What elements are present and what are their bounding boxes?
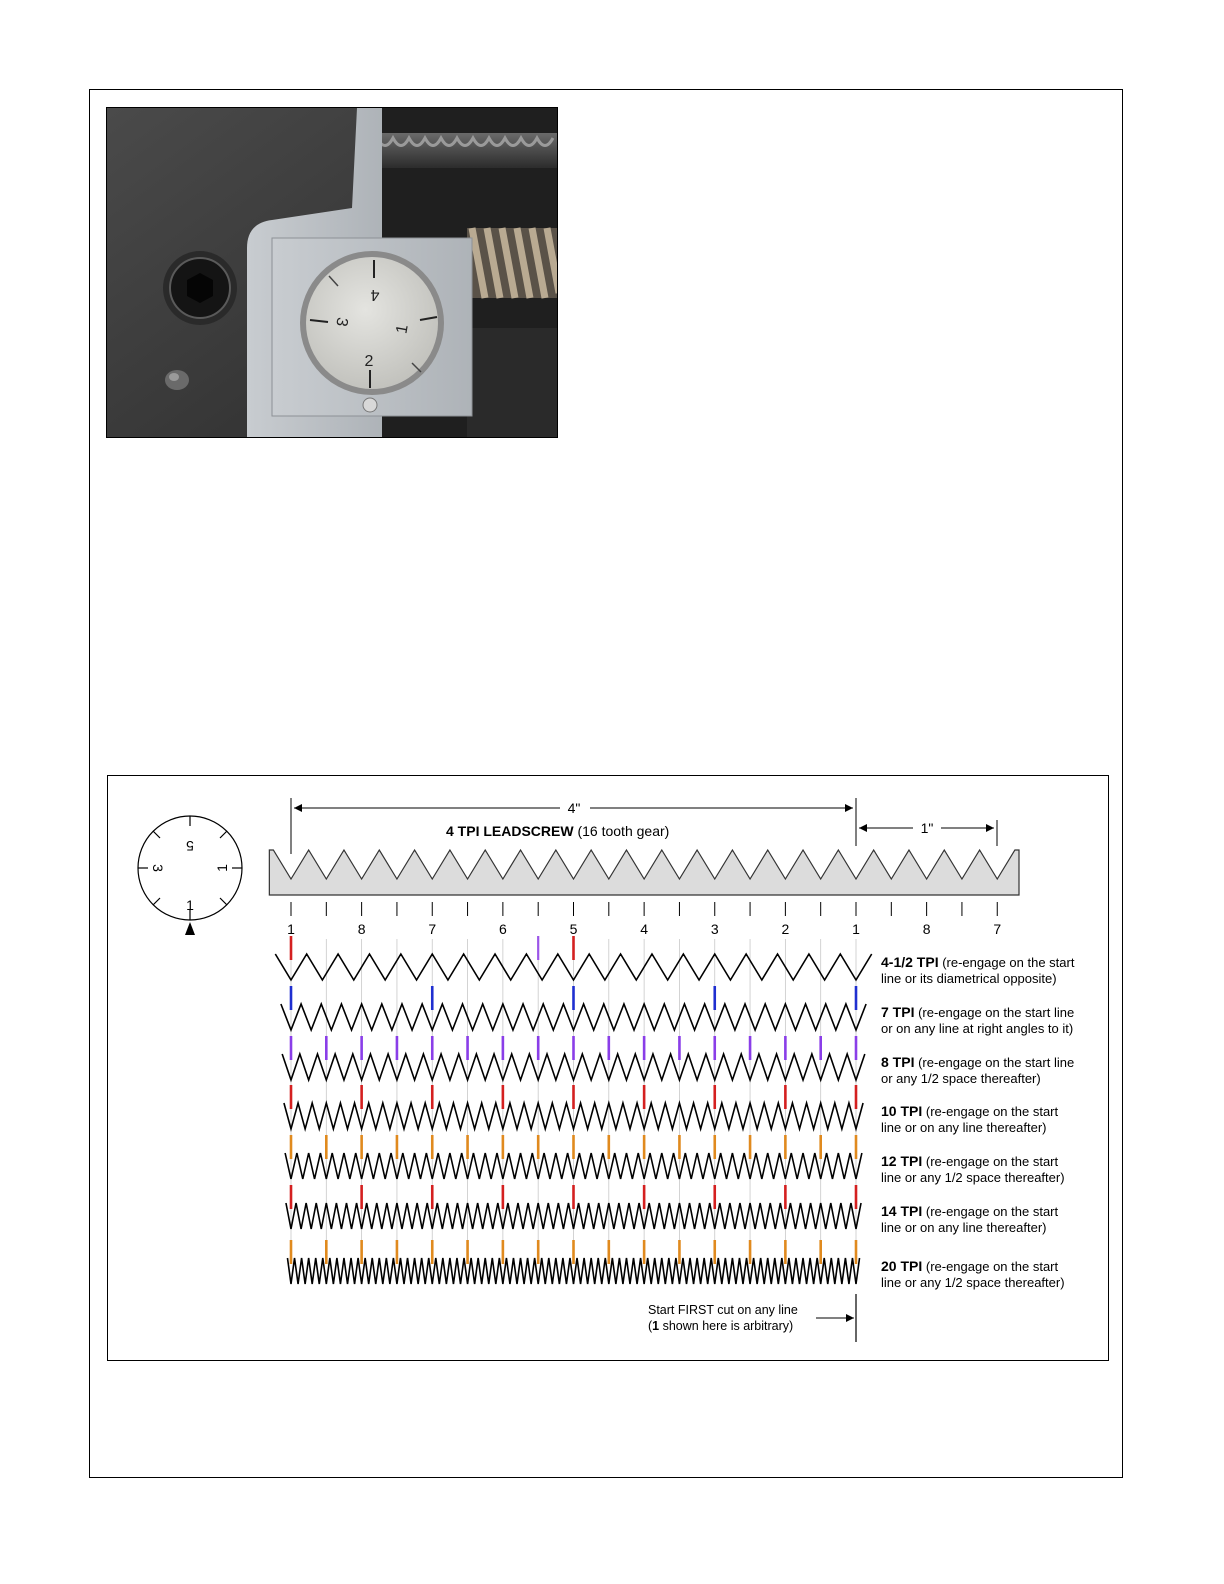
dial-position-label: 8 <box>922 921 931 937</box>
tpi-label-rest: (re-engage on the start <box>938 955 1075 970</box>
dial-position-label: 4 <box>640 921 649 937</box>
dimension-4in-label: 4" <box>567 800 581 816</box>
tpi-label-bold: 4-1/2 TPI <box>881 954 939 970</box>
note-line-2-open: ( <box>648 1319 653 1333</box>
note-line-2-rest: shown here is arbitrary) <box>659 1319 794 1333</box>
tpi-label-line2: or any 1/2 space thereafter) <box>881 1071 1041 1086</box>
tpi-label-bold: 12 TPI <box>881 1153 923 1169</box>
thread-dial-chart-graphic <box>108 776 1108 1360</box>
dial-position-label: 1 <box>287 921 295 937</box>
dial-position-label: 5 <box>569 921 578 937</box>
tpi-label <box>881 954 1075 970</box>
tpi-row <box>284 1085 1059 1135</box>
thread-dial-photo <box>106 107 558 438</box>
tpi-label-rest: (re-engage on the start <box>922 1204 1059 1219</box>
tpi-label-rest: (re-engage on the start <box>922 1154 1059 1169</box>
tpi-label <box>881 1103 1058 1119</box>
photo-dial-number: 1 <box>393 323 412 336</box>
tpi-label-bold: 20 TPI <box>881 1258 923 1274</box>
thread-dial-photo-graphic <box>107 108 558 438</box>
tpi-label-bold: 14 TPI <box>881 1203 923 1219</box>
dimension-1in-label: 1" <box>920 820 934 836</box>
tpi-label-line2: line or any 1/2 space thereafter) <box>881 1275 1065 1290</box>
tpi-label <box>881 1203 1058 1219</box>
note-line-2 <box>648 1319 793 1333</box>
dimension-1in <box>859 820 997 846</box>
photo-dial-number: 4 <box>370 286 380 303</box>
dial-position-label: 3 <box>710 921 719 937</box>
tpi-row <box>285 1135 1064 1185</box>
tpi-label-bold: 10 TPI <box>881 1103 923 1119</box>
dial-position-label: 1 <box>852 921 860 937</box>
dial-position-label: 8 <box>357 921 366 937</box>
photo-dial-number: 2 <box>364 353 374 370</box>
small-dial-number: 5 <box>186 838 194 854</box>
tpi-label <box>881 1153 1058 1169</box>
leadscrew-title <box>446 823 669 839</box>
tpi-label-line2: line or on any line thereafter) <box>881 1120 1047 1135</box>
thread-dial-chart <box>107 775 1109 1361</box>
tpi-row <box>287 1240 1064 1290</box>
tpi-label-rest: (re-engage on the start <box>922 1259 1059 1274</box>
tpi-row <box>281 986 1074 1036</box>
dial-position-labels <box>287 921 1001 937</box>
leadscrew-rack <box>269 850 1019 895</box>
tpi-label-rest: (re-engage on the start <box>922 1104 1059 1119</box>
leadscrew-title-rest: (16 tooth gear) <box>573 823 670 839</box>
photo-dial-number: 3 <box>332 315 351 328</box>
tpi-label <box>881 1004 1074 1020</box>
tpi-rows <box>275 936 1075 1290</box>
tpi-label <box>881 1258 1058 1274</box>
dial-position-label: 2 <box>781 921 790 937</box>
dial-pointer-icon <box>185 922 195 935</box>
tpi-row <box>282 1036 1074 1086</box>
leadscrew-title-bold: 4 TPI LEADSCREW <box>446 823 574 839</box>
note-line-2-bold: 1 <box>652 1319 660 1333</box>
dial-position-label: 7 <box>428 921 437 937</box>
small-dial-number: 1 <box>214 864 230 872</box>
tpi-row <box>275 936 1075 986</box>
tpi-label-line2: or on any line at right angles to it) <box>881 1021 1074 1036</box>
tpi-row <box>286 1185 1059 1235</box>
small-dial-number: 1 <box>186 897 194 913</box>
dial-position-label: 6 <box>498 921 507 937</box>
small-thread-dial <box>138 816 242 935</box>
start-cut-note <box>648 1294 856 1342</box>
note-line-1: Start FIRST cut on any line <box>648 1303 798 1317</box>
tpi-label <box>881 1054 1074 1070</box>
dial-position-label: 7 <box>993 921 1002 937</box>
small-dial-number: 3 <box>150 864 166 872</box>
tpi-label-rest: (re-engage on the start line <box>914 1005 1075 1020</box>
tpi-label-bold: 7 TPI <box>881 1004 915 1020</box>
tpi-label-line2: line or its diametrical opposite) <box>881 971 1057 986</box>
tpi-label-line2: line or on any line thereafter) <box>881 1220 1047 1235</box>
tpi-label-line2: line or any 1/2 space thereafter) <box>881 1170 1065 1185</box>
tpi-label-rest: (re-engage on the start line <box>914 1055 1075 1070</box>
tpi-label-bold: 8 TPI <box>881 1054 915 1070</box>
